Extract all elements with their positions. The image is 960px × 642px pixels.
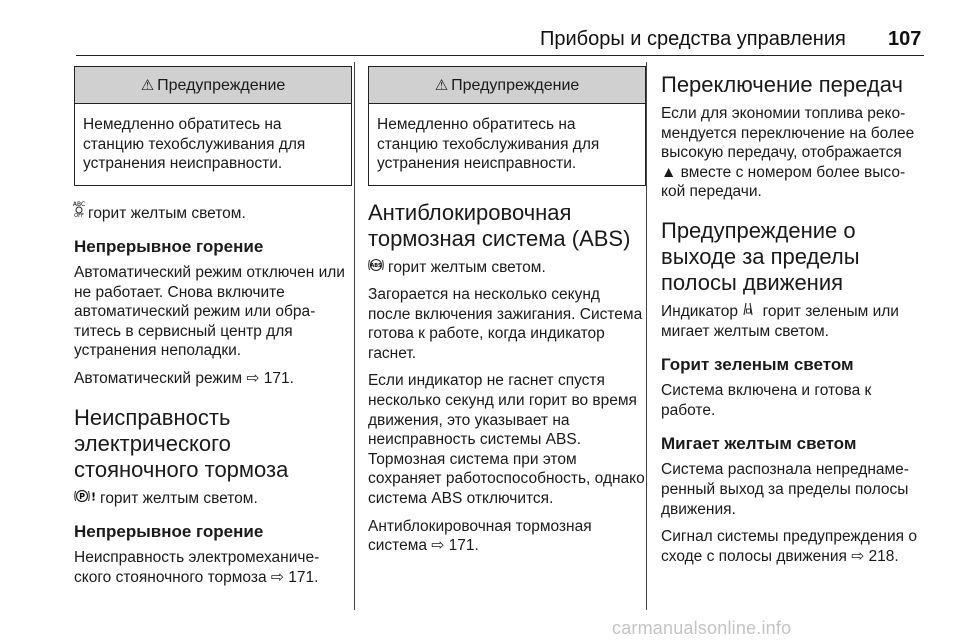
- page-ref-link[interactable]: 171.: [288, 568, 319, 586]
- indicator-post-text: горит зеленым или мигает желтым светом.: [661, 302, 899, 340]
- page-ref-link[interactable]: 171.: [263, 370, 294, 388]
- abs-indicator-icon: [368, 258, 384, 278]
- upshift-arrow-icon: ▲: [661, 163, 677, 181]
- svg-text:ABS: ABS: [370, 262, 382, 269]
- heading-continuous-2: Непрерывное горение: [74, 522, 264, 542]
- paragraph-abs-ref: [368, 517, 646, 556]
- lane-ref-text: Сигнал системы предупреждения о сходе с полосы движения: [661, 528, 917, 565]
- warning-title: Предупреждение: [451, 77, 580, 94]
- warning-triangle-icon: ⚠: [434, 77, 449, 94]
- column-1: [74, 66, 352, 595]
- auto-ref-text: Автоматический режим: [74, 370, 247, 388]
- abs-ref-text: Антиблокировочная тормозная система: [368, 517, 592, 555]
- lane-departure-icon: [742, 302, 754, 322]
- heading-continuous: Непрерывное горение: [74, 237, 264, 257]
- page-ref-link[interactable]: 171.: [448, 537, 479, 555]
- shift-text: Если для экономии топлива реко-мендуется переключение на более высокую передачу, отображается: [661, 105, 915, 162]
- paragraph-brake-fault: [74, 548, 352, 587]
- paragraph-lane-indicator: [661, 302, 927, 341]
- brake-icon-line: [74, 489, 352, 509]
- watermark: carmanualsonline.info: [612, 618, 792, 638]
- column-2: [368, 66, 646, 564]
- auto-mode-icon-line: [74, 200, 352, 224]
- paragraph-auto-ref: [74, 369, 352, 389]
- column-divider-2: [646, 62, 647, 610]
- indicator-pre-text: Индикатор: [661, 302, 743, 320]
- paragraph-shift: [661, 104, 927, 202]
- paragraph-green: Система включена и готова к работе.: [661, 382, 872, 419]
- warning-text: Немедленно обратитесь на станцию техобслуживания для устранения неисправности.: [83, 116, 306, 172]
- header-rule: [76, 55, 924, 56]
- heading-abs: Антиблокировочная тормозная система (ABS): [368, 199, 631, 251]
- header-title: Приборы и средства управления: [540, 28, 846, 50]
- column-divider-1: [354, 62, 355, 610]
- paragraph-auto-mode: Автоматический режим отключен или не работает. Снова включите автоматический режим или обра-титесь в сервисный центр для устранения неполадки.: [74, 264, 345, 360]
- abs-icon-line: [368, 258, 646, 278]
- abs-line-text: горит желтым светом.: [388, 258, 546, 276]
- svg-text:OFF: OFF: [74, 212, 84, 219]
- icon-line-text: горит желтым светом.: [88, 204, 246, 222]
- warning-triangle-icon: ⚠: [140, 77, 155, 94]
- svg-text:ABC: ABC: [72, 200, 86, 208]
- page-ref-icon: ⇨: [431, 537, 445, 555]
- paragraph-ignition: Загорается на несколько секунд после включения зажигания. Система готова к работе, когда индикатор гаснет.: [368, 286, 643, 362]
- shift-text-2: вместе с номером более высо-кой передачи.: [661, 163, 906, 201]
- paragraph-abs-fault: Если индикатор не гаснет спустя несколько секунд или горит во время движения, это указывает на неисправность системы ABS. Тормозная система при этом сохраняет работоспособность, однако система ABS отключится.: [368, 372, 645, 508]
- page-ref-icon: ⇨: [851, 547, 865, 565]
- heading-green: Горит зеленым светом: [661, 355, 854, 375]
- heading-shift: Переключение передач: [661, 72, 903, 97]
- column-3: [661, 66, 927, 574]
- warning-header: [75, 67, 351, 104]
- paragraph-yellow: Система распознала непреднаме-ренный выход за пределы полосы движения.: [661, 461, 909, 518]
- page-ref-link[interactable]: 218.: [868, 547, 899, 565]
- page-ref-icon: ⇨: [246, 370, 260, 388]
- heading-lane-departure: Предупреждение о выходе за пределы полосы движения: [661, 217, 860, 295]
- brake-line-text: горит желтым светом.: [100, 489, 258, 507]
- warning-text: Немедленно обратитесь на станцию техобслуживания для устранения неисправности.: [377, 116, 600, 172]
- warning-title: Предупреждение: [157, 77, 286, 94]
- heading-parking-brake: Неисправность электрического стояночного тормоза: [74, 404, 289, 482]
- page-number: 107: [888, 28, 922, 50]
- page-ref-icon: ⇨: [270, 568, 284, 586]
- parking-brake-fault-icon: [74, 489, 96, 509]
- auto-mode-indicator-icon: [74, 200, 84, 224]
- heading-yellow: Мигает желтым светом: [661, 434, 857, 454]
- paragraph-lane-ref: [661, 527, 927, 566]
- brake-fault-text: Неисправность электромеханиче-ского стояночного тормоза: [74, 549, 320, 586]
- warning-box: [74, 66, 352, 186]
- warning-header: [369, 67, 645, 104]
- svg-text:P: P: [79, 491, 85, 501]
- warning-box: [368, 66, 646, 186]
- svg-text:!: !: [90, 490, 97, 504]
